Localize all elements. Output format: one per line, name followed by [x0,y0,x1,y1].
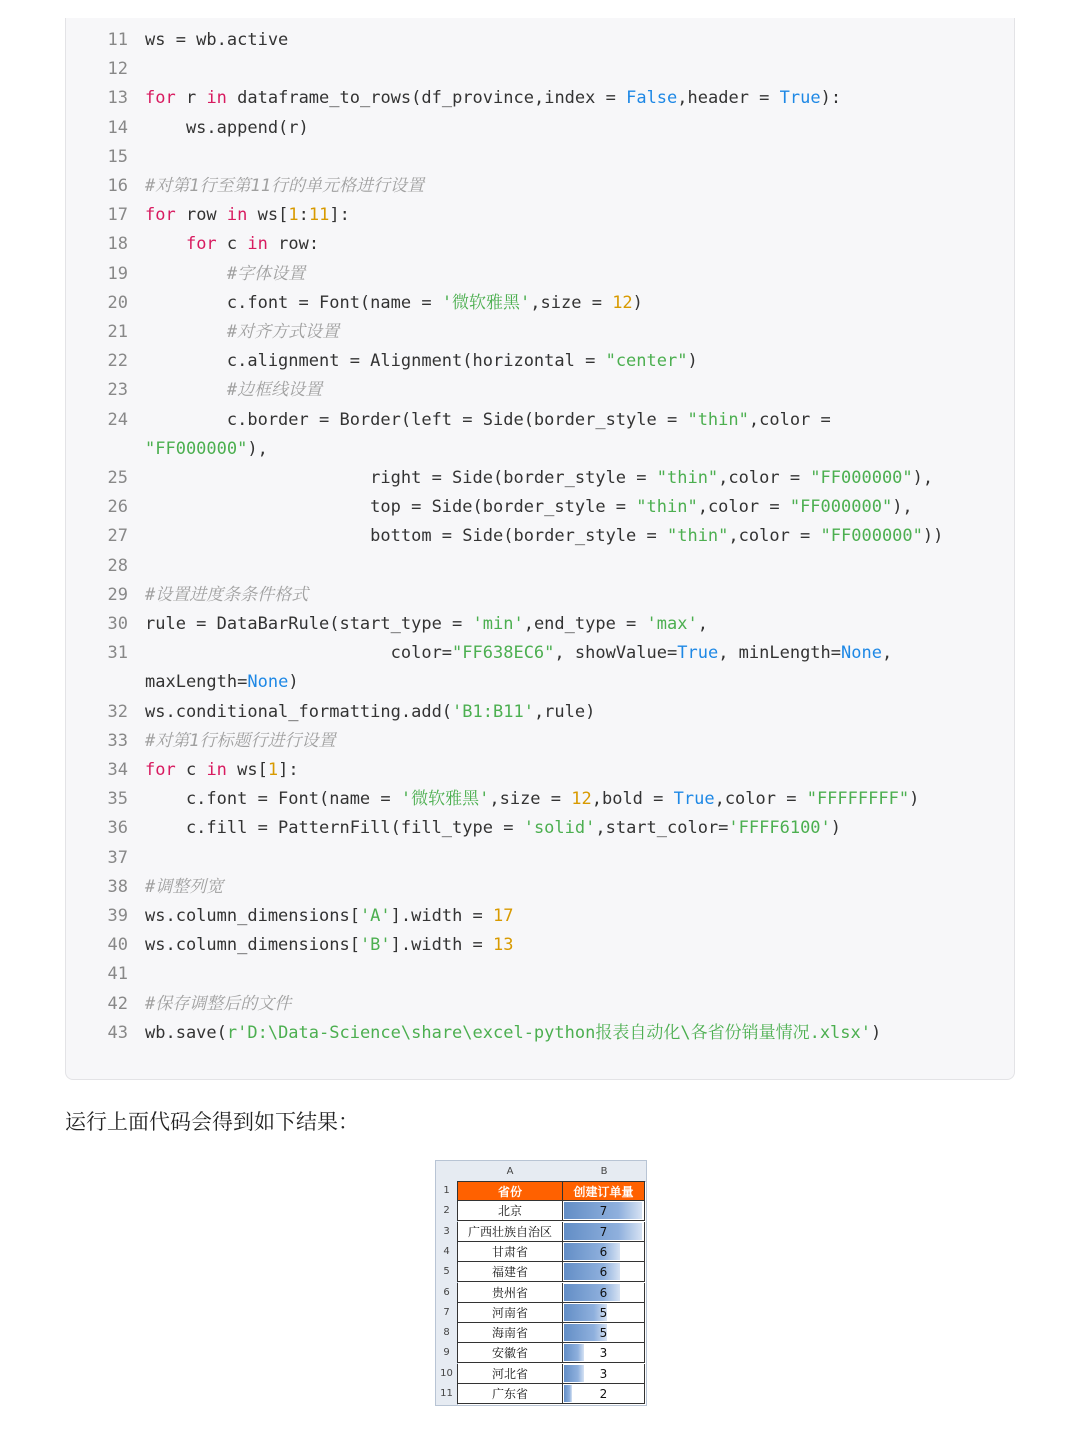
code-comment: #对第1行至第11行的单元格进行设置 [145,176,424,196]
code-token: c.font = Font(name = [145,292,442,313]
code-token: ,size = [489,789,572,810]
code-token: ws = wb.active [145,30,289,50]
code-text [145,84,841,113]
code-token: 12 [571,789,592,810]
code-token: ,size = [530,292,613,313]
order-count-cell [563,1262,645,1282]
code-token: c.fill = PatternFill(fill_type = [145,818,524,839]
code-token [145,264,227,284]
code-text [145,230,319,259]
order-count-value: 2 [599,1387,608,1401]
line-number: 30 [107,614,128,634]
code-token: ,color = [714,789,807,810]
code-token: 1 [267,760,279,780]
column-header-b: B [600,1166,608,1177]
code-token: in [226,205,248,226]
order-count-value: 7 [599,1224,608,1239]
row-number: 1 [443,1185,450,1196]
code-token: ]: [278,760,299,780]
code-token: c.border = Border(left = Side(border_style = [145,409,688,430]
code-text [145,931,514,960]
code-token: True [677,643,719,664]
line-number: 36 [107,818,128,839]
spreadsheet-screenshot [435,1160,647,1406]
line-number: 20 [107,292,128,313]
code-token: rule = DataBarRule(start_type = [145,614,473,634]
code-comment: #边框线设置 [226,380,323,401]
code-token: 17 [493,906,514,926]
code-token: 1 [288,205,299,226]
line-number: 15 [107,146,128,167]
code-text [145,756,299,785]
code-text [145,639,892,668]
code-token: in [247,234,268,255]
code-token: 'max' [646,614,698,634]
province-cell: 河北省 [457,1364,563,1384]
row-number: 11 [440,1388,453,1399]
order-count-value: 6 [599,1244,608,1259]
code-token: 'solid' [523,818,596,839]
order-count-value: 7 [599,1204,608,1219]
code-token: , showValue= [554,643,678,664]
code-token: ) [288,672,299,693]
row-number: 3 [443,1225,450,1237]
code-text [145,318,339,347]
data-bar [564,1284,620,1301]
code-token: 11 [308,205,330,226]
code-comment: #对齐方式设置 [226,322,340,342]
code-token: True [673,789,715,810]
code-text [145,464,933,493]
code-token: ), [892,497,913,518]
code-text [145,347,698,376]
code-token: 13 [493,935,514,956]
code-token: 'FFFF6100' [728,818,831,839]
order-count-cell [563,1384,645,1404]
code-token: ,color = [718,468,811,488]
code-token: ,start_color= [595,818,729,839]
province-cell: 贵州省 [457,1283,563,1303]
result-caption: 运行上面代码会得到如下结果： [65,1110,359,1134]
code-token: bottom = Side(border_style = [145,526,667,547]
code-text [145,172,424,201]
data-bar [564,1385,572,1402]
province-cell: 广东省 [457,1384,563,1404]
code-token: False [626,88,678,109]
code-comment: #对第1行标题行进行设置 [145,730,336,751]
code-token: c.font = Font(name = [145,789,401,810]
code-text [145,873,223,902]
code-text [145,406,831,435]
code-token: in [206,760,227,780]
code-token: ), [912,468,934,488]
code-text [145,26,288,55]
code-token: ,header = [677,88,780,109]
order-count-value: 5 [599,1305,608,1320]
header-cell-orders: 创建订单量 [563,1181,645,1201]
code-text [145,114,309,143]
line-number: 32 [107,701,128,722]
row-number: 10 [440,1367,453,1379]
line-number: 41 [107,964,128,985]
line-number: 34 [107,760,128,780]
code-text [145,990,291,1019]
order-count-cell [563,1222,645,1242]
code-token: ].width = [390,935,494,956]
code-block [65,18,1015,1080]
code-text [145,522,943,551]
code-token: '微软雅黑' [400,789,490,810]
code-token: ): [820,88,842,109]
code-token: , [697,614,708,634]
code-token: ,color = [728,526,821,547]
line-number: 16 [107,176,128,196]
code-token: ), [247,438,268,459]
order-count-cell [563,1364,645,1384]
code-text [145,785,919,814]
line-number: 29 [107,584,128,605]
code-token: top = Side(border_style = [145,497,637,518]
line-number: 42 [107,993,128,1014]
code-token: "FF000000" [820,526,923,547]
code-token: "thin" [636,497,698,518]
order-count-value: 6 [599,1265,608,1280]
code-token: , minLength= [718,643,842,664]
line-number: 37 [107,847,128,868]
order-count-cell [563,1242,645,1262]
row-number: 4 [443,1245,450,1257]
row-number: 2 [443,1205,450,1217]
code-text [145,814,841,843]
province-cell: 河南省 [457,1303,563,1323]
code-token: r'D:\Data-Science\share\excel-python报表自动化\各省份销量情况.xlsx' [226,1022,871,1043]
code-comment: #设置进度条条件格式 [145,584,309,605]
code-token: "thin" [666,526,729,547]
code-token: ws.conditional_formatting.add( [145,701,453,722]
row-number: 5 [443,1266,450,1278]
code-token: 'min' [472,614,524,634]
code-text [145,376,322,405]
code-token: ,color = [697,497,790,518]
line-number: 24 [107,409,128,430]
code-text [145,1019,881,1048]
code-token: ws.append(r) [145,117,309,138]
province-cell: 福建省 [457,1262,563,1282]
line-number: 31 [107,643,128,664]
code-token [145,234,186,254]
code-token: wb.save( [145,1022,227,1043]
line-number: 17 [107,205,128,226]
code-comment: #字体设置 [226,263,306,284]
code-text [145,289,643,318]
order-count-cell [563,1201,645,1221]
code-token: "FF000000" [810,468,913,488]
code-token: 'A' [359,906,391,926]
line-number: 22 [107,351,128,372]
code-token: 12 [612,292,633,313]
order-count-value: 3 [599,1366,608,1381]
data-bar [564,1263,620,1280]
province-cell: 安徽省 [457,1343,563,1363]
code-comment: #调整列宽 [145,876,224,897]
code-token: row: [267,234,320,255]
line-number: 33 [107,730,128,751]
code-token: ) [909,789,920,810]
row-number: 7 [443,1306,450,1318]
column-header-a: A [506,1166,514,1177]
line-number: 11 [107,30,128,50]
line-number: 14 [107,117,128,138]
line-number: 18 [107,234,128,255]
code-token: None [247,672,289,693]
code-token: for [185,234,217,255]
code-token: maxLength= [145,672,248,693]
code-token: ) [871,1022,882,1043]
code-token [145,380,227,400]
code-text [145,201,350,230]
code-text [145,493,913,522]
code-token: for [145,88,176,109]
code-token: "FFFFFFFF" [806,789,910,810]
code-token: "center" [605,351,688,372]
line-number: 27 [107,526,128,547]
line-number: 21 [107,322,128,342]
code-token: "FF000000" [145,438,248,459]
code-token: in [206,88,227,109]
order-count-cell [563,1343,645,1363]
code-token: "FF638EC6" [452,643,555,664]
code-token: ws[ [226,760,268,780]
code-text [145,581,308,610]
line-number: 43 [107,1022,128,1043]
line-number: 12 [107,59,128,80]
province-cell: 海南省 [457,1323,563,1343]
code-token: color= [145,643,453,664]
code-token: "thin" [687,409,749,430]
code-text [145,668,299,697]
row-number: 6 [443,1286,450,1298]
code-text [145,727,335,756]
line-number: 26 [107,497,128,518]
code-token: ws.column_dimensions[ [145,906,360,926]
order-count-value: 3 [599,1346,608,1361]
code-token: dataframe_to_rows(df_province,index = [226,88,627,109]
code-token: c [216,234,248,255]
order-count-cell [563,1323,645,1343]
code-comment: #保存调整后的文件 [145,993,292,1014]
data-bar [564,1344,584,1361]
code-token [145,322,227,342]
code-token: c.alignment = Alignment(horizontal = [145,351,606,372]
code-text [145,902,514,931]
row-number: 8 [443,1327,450,1339]
data-bar [564,1365,584,1382]
code-token: : [298,205,309,226]
code-token: r [175,88,207,109]
code-token: ,rule) [533,701,596,722]
code-token: ,bold = [591,789,674,810]
line-number: 19 [107,263,128,284]
line-number: 35 [107,789,128,810]
code-token: 'B1:B11' [452,701,534,722]
data-bar [564,1243,620,1260]
code-token: ,color = [748,409,831,430]
code-text [145,610,708,639]
code-token: 'B' [359,935,391,956]
code-token: c [175,760,207,780]
line-number: 23 [107,380,128,401]
line-number: 13 [107,88,128,109]
province-cell: 甘肃省 [457,1242,563,1262]
line-number: 38 [107,876,128,897]
code-text [145,698,595,727]
province-cell: 北京 [457,1201,563,1221]
code-text [145,260,305,289]
line-number: 39 [107,906,128,926]
code-token: ) [632,292,643,313]
code-token: ws[ [247,205,289,226]
line-number: 40 [107,935,128,956]
code-token: ,end_type = [523,614,647,634]
code-token: ]: [329,205,350,226]
code-token: ) [830,818,842,839]
code-token: row [175,205,227,226]
code-token: right = Side(border_style = [145,468,657,488]
order-count-cell [563,1303,645,1323]
code-token: for [145,760,176,780]
code-text [145,435,268,464]
order-count-value: 5 [599,1326,608,1341]
line-number: 25 [107,468,128,488]
order-count-value: 6 [599,1285,608,1300]
order-count-cell [563,1283,645,1303]
line-number: 28 [107,555,128,576]
code-token: '微软雅黑' [441,292,531,313]
code-token: , [881,643,893,664]
code-token: for [145,205,176,226]
row-number: 9 [443,1347,450,1359]
code-token: ].width = [390,906,494,926]
code-token: None [841,643,882,664]
code-token: ws.column_dimensions[ [145,935,360,956]
code-token: ) [687,351,698,372]
code-token: "thin" [656,468,719,488]
code-token: )) [922,526,944,547]
province-cell: 广西壮族自治区 [457,1222,563,1242]
code-token: "FF000000" [789,497,893,518]
header-cell-province: 省份 [457,1181,563,1201]
code-token: True [779,88,821,109]
